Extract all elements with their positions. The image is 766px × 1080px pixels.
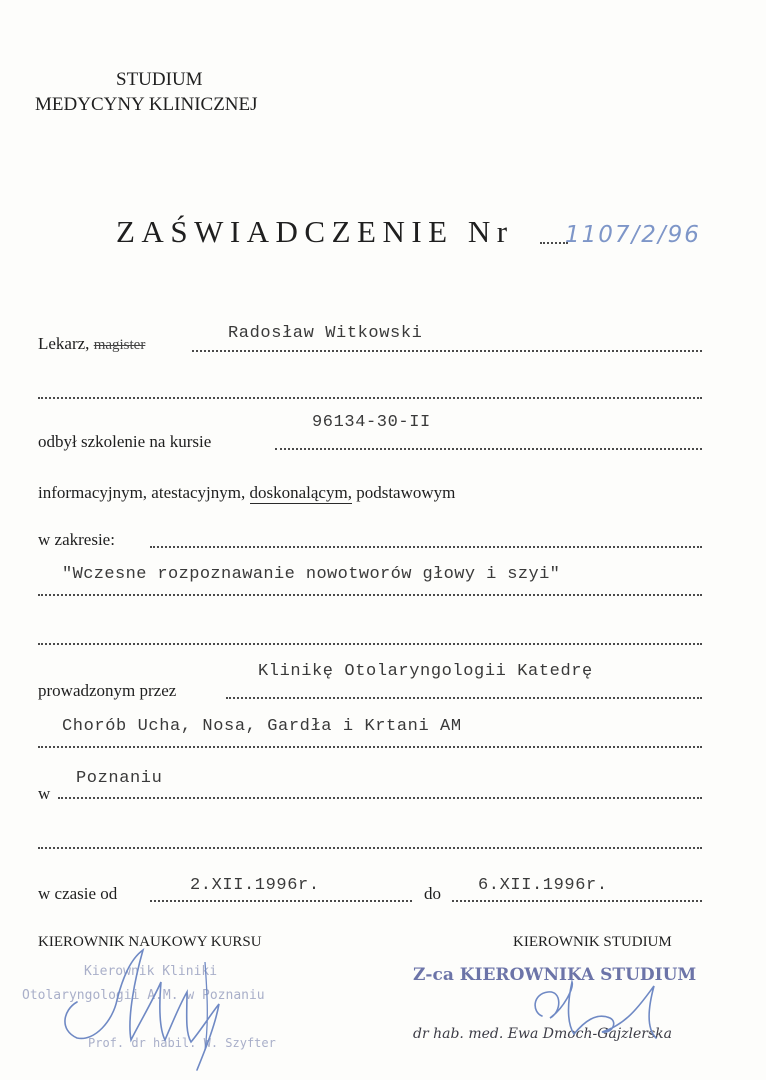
blank-line-1 [38, 397, 702, 399]
studium-head-title: KIEROWNIK STUDIUM [513, 934, 672, 950]
blank-line-2 [38, 847, 702, 849]
doctor-label: Lekarz, magister [38, 334, 146, 353]
date-to-dots [452, 900, 702, 902]
course-type-basic: podstawowym [356, 483, 456, 502]
left-signature-icon [55, 930, 265, 1075]
conducted-line-2-dots [38, 746, 702, 748]
left-stamp-line-3: Prof. dr habil. W. Szyfter [88, 1036, 276, 1050]
scope-line-2 [38, 594, 702, 596]
place-label: w [38, 784, 51, 803]
to-label: do [424, 884, 441, 903]
left-stamp-line-2: Otolaryngologii A.M. w Poznaniu [22, 988, 265, 1003]
conducted-dots [226, 697, 702, 699]
scientific-head-title: KIEROWNIK NAUKOWY KURSU [38, 934, 262, 950]
conducted-line-1: Klinikę Otolaryngologii Katedrę [258, 662, 593, 681]
institution-line-2: MEDYCYNY KLINICZNEJ [35, 94, 258, 115]
course-type-selected: doskonalącym, [249, 483, 352, 502]
date-from: 2.XII.1996r. [190, 876, 320, 895]
certificate-title: ZAŚWIADCZENIE Nr [116, 214, 514, 249]
right-signature-icon [518, 972, 688, 1052]
left-stamp-line-1: Kierownik Kliniki [84, 964, 218, 979]
certificate-number: 1107/2/96 [565, 222, 701, 248]
course-dots [275, 448, 702, 450]
doctor-dots [192, 350, 702, 352]
scope-label: w zakresie: [38, 530, 115, 549]
title-number-dots [540, 242, 568, 244]
conducted-label: prowadzonym przez [38, 681, 177, 700]
course-types [38, 483, 455, 503]
course-label: odbył szkolenie na kursie [38, 432, 212, 451]
scope-line-3 [38, 643, 702, 645]
scope-dots [150, 546, 702, 548]
scope-value: "Wczesne rozpoznawanie nowotworów głowy i szyi" [62, 565, 561, 584]
course-code: 96134-30-II [312, 413, 431, 432]
deputy-name-stamp: dr hab. med. Ewa Dmoch-Gajzlerska [413, 1026, 672, 1042]
conducted-line-2: Chorób Ucha, Nosa, Gardła i Krtani AM [62, 717, 462, 736]
course-type-options: informacyjnym, atestacyjnym, [38, 483, 246, 502]
struck-magister: magister [93, 337, 146, 353]
place-value: Poznaniu [76, 769, 163, 788]
date-from-dots [150, 900, 412, 902]
doctor-name: Radosław Witkowski [228, 324, 423, 343]
institution-line-1: STUDIUM [116, 69, 203, 90]
deputy-stamp: Z-ca KIEROWNIKA STUDIUM [413, 965, 697, 985]
place-dots [58, 797, 702, 799]
date-to: 6.XII.1996r. [478, 876, 608, 895]
period-label: w czasie od [38, 884, 118, 903]
